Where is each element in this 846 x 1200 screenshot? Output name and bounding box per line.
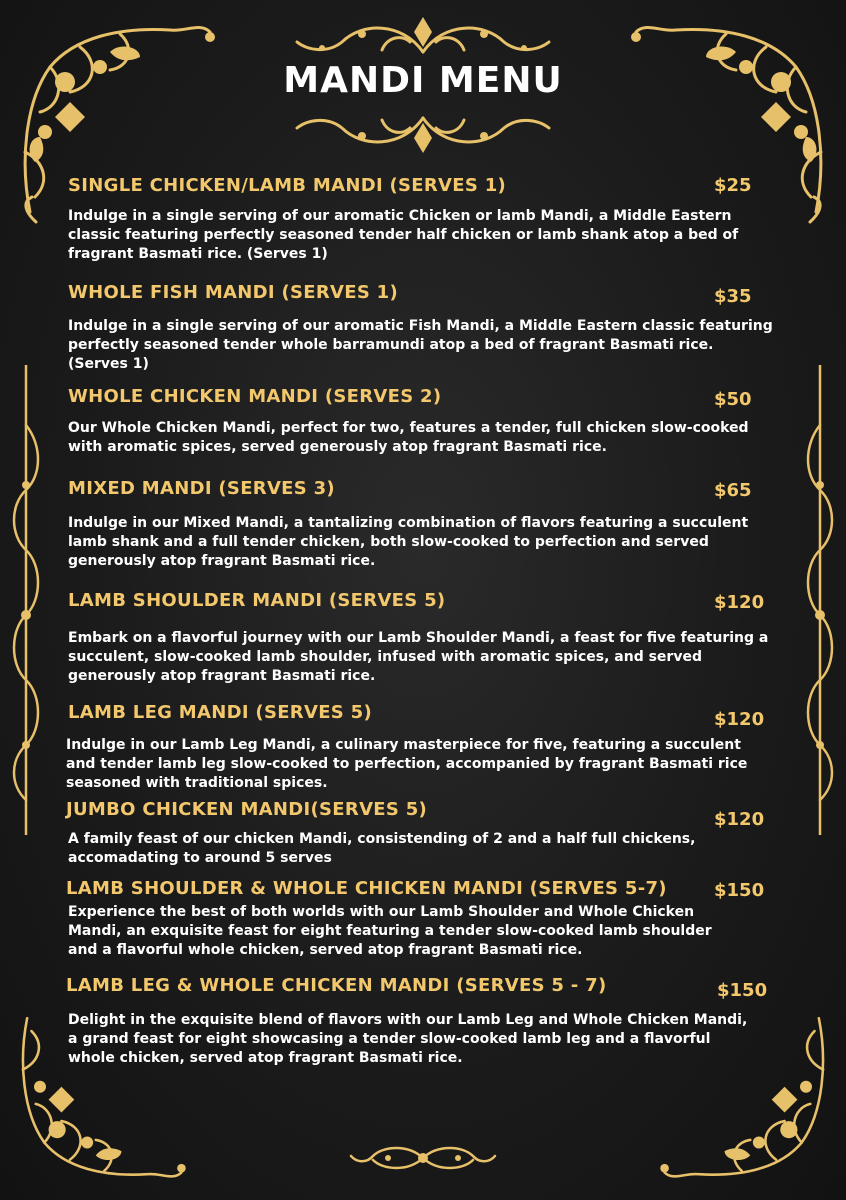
item-description: Experience the best of both worlds with our Lamb Shoulder and Whole Chicken Mandi, an exquisite feast for eight featuring a tender slow-cooked lamb shoulder and a flavorful whole chicken, served atop fragrant Basmati rice. [68,904,712,958]
item-description: Indulge in our Mixed Mandi, a tantalizing combination of flavors featuring a succulent lamb shank and a full tender chicken, both slow-cooked to perfection and served generously atop fragrant Basmati rice. [68,515,749,569]
item-name: SINGLE CHICKEN/LAMB MANDI (SERVES 1) [68,175,507,196]
item-price: $65 [714,480,752,501]
item-price: $120 [714,709,765,730]
item-name: LAMB SHOULDER MANDI (SERVES 5) [68,590,446,611]
item-description: Embark on a flavorful journey with our Lamb Shoulder Mandi, a feast for five featuring a succulent, slow-cooked lamb shoulder, infused with aromatic spices, and served generously atop fragrant Basmati rice. [68,630,769,684]
item-name: LAMB SHOULDER & WHOLE CHICKEN MANDI (SERVES 5-7) [66,878,667,899]
item-name: MIXED MANDI (SERVES 3) [68,478,335,499]
right-side-border-ornament-icon [800,365,834,835]
title-underline-flourish-icon [292,108,554,158]
item-price: $25 [714,175,752,196]
top-center-flourish-icon [292,12,554,62]
item-price: $35 [714,286,752,307]
item-price: $120 [714,592,765,613]
item-description: Our Whole Chicken Mandi, perfect for two, features a tender, full chicken slow-cooked with aromatic spices, served generously atop fragrant Basmati rice. [68,420,749,455]
bottom-center-flourish-icon [348,1142,498,1174]
item-price: $50 [714,389,752,410]
item-description: Indulge in our Lamb Leg Mandi, a culinary masterpiece for five, featuring a succulent and tender lamb leg slow-cooked to perfection, accompanied by fragrant Basmati rice seasoned with traditional spices. [66,737,748,791]
item-price: $150 [717,980,768,1001]
menu-title: MANDI MENU [283,60,563,101]
item-description: Indulge in a single serving of our aromatic Chicken or lamb Mandi, a Middle Eastern classic featuring perfectly seasoned tender half chicken or lamb shank atop a bed of fragrant Basmati rice. (Serves 1) [68,208,739,262]
item-description: A family feast of our chicken Mandi, consistending of 2 and a half full chickens, accomadating to around 5 serves [68,831,696,866]
item-price: $150 [714,880,765,901]
item-price: $120 [714,809,765,830]
item-name: LAMB LEG MANDI (SERVES 5) [68,702,372,723]
item-description: Delight in the exquisite blend of flavors with our Lamb Leg and Whole Chicken Mandi, a grand feast for eight showcasing a tender slow-cooked lamb leg and a flavorful whole chicken, served atop fragrant Basmati rice. [68,1012,748,1066]
item-name: JUMBO CHICKEN MANDI(SERVES 5) [66,799,428,820]
item-name: WHOLE CHICKEN MANDI (SERVES 2) [68,386,442,407]
item-name: LAMB LEG & WHOLE CHICKEN MANDI (SERVES 5 - 7) [66,975,607,996]
item-name: WHOLE FISH MANDI (SERVES 1) [68,282,399,303]
left-side-border-ornament-icon [12,365,46,835]
item-description: Indulge in a single serving of our aromatic Fish Mandi, a Middle Eastern classic featuring perfectly seasoned tender whole barramundi atop a bed of fragrant Basmati rice. (Serves 1) [68,318,773,372]
